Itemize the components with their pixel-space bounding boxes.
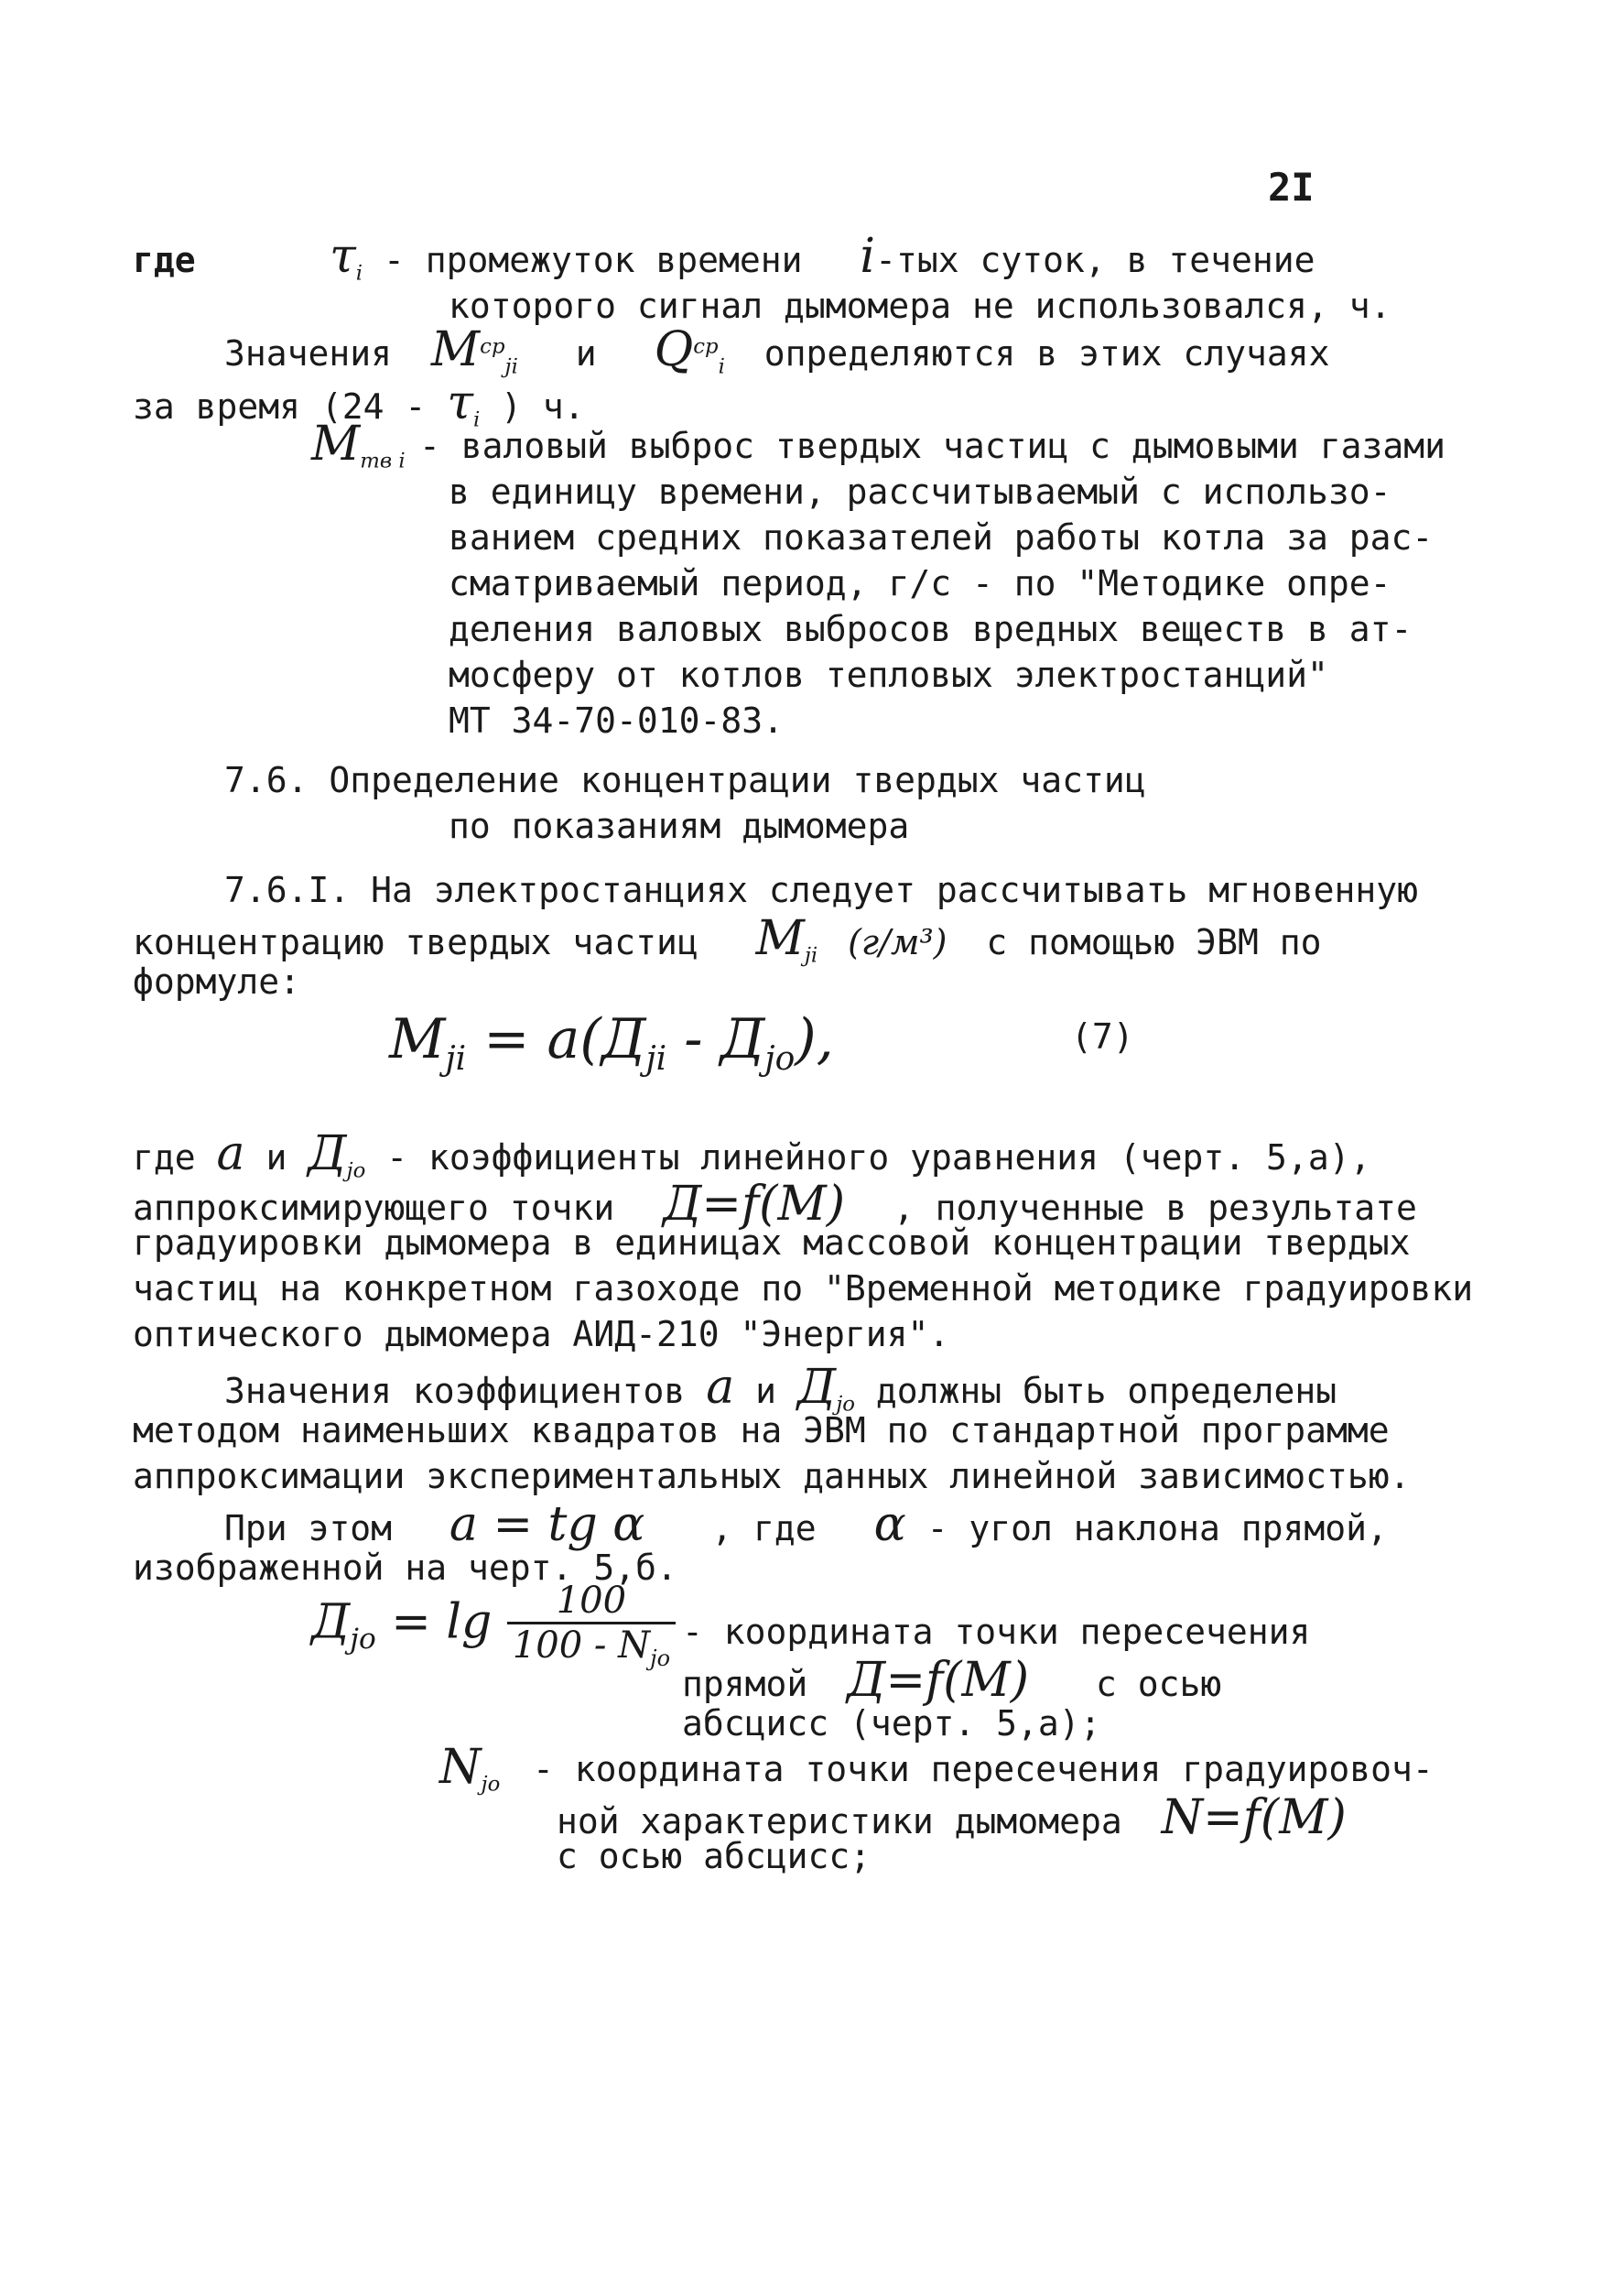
tg-line2: изображенной на черт. 5,б.	[133, 1548, 677, 1588]
tau-symbol: τ	[330, 229, 356, 284]
djo-den-sub: jo	[650, 1646, 671, 1671]
djo-formula	[311, 1580, 676, 1671]
where-coef-line2-b: , полученные в результате	[893, 1188, 1417, 1228]
djo-lhs-sub: jo	[350, 1622, 376, 1656]
where-coef-line5: оптического дымомера АИД-210 "Энергия".	[133, 1314, 950, 1354]
q-sup: ср	[693, 334, 719, 359]
and-word: и	[575, 333, 597, 374]
mtv-line-6: мосферу от котлов тепловых электростанций"	[449, 655, 1328, 695]
values-rest: определяются в этих случаях	[763, 333, 1330, 374]
mu-symbol: M	[430, 322, 481, 377]
tg-line1-b: , где	[711, 1508, 817, 1548]
djo-desc-line2-a: прямой	[682, 1664, 808, 1704]
djo-d-f-mu: Д=f(M)	[847, 1653, 1030, 1708]
tg-line1-a: При этом	[224, 1508, 393, 1548]
djo-desc-line3: абсцисс (черт. 5,а);	[682, 1703, 1101, 1743]
njo-symbol-group	[439, 1740, 500, 1797]
coef-line2: методом наименьших квадратов на ЭВМ по стандартной программе	[133, 1410, 1390, 1450]
formula7-lhs: M	[389, 1007, 446, 1071]
djo-den-text: 100 - N	[512, 1624, 651, 1667]
values-word: Значения	[224, 333, 393, 374]
q-symbol: Q	[654, 322, 694, 377]
mu-sub: ji	[504, 354, 518, 379]
coef-line1-a: Значения коэффициентов	[224, 1371, 686, 1411]
formula7-mid: - Д	[684, 1007, 765, 1071]
where-coef-where: где	[133, 1137, 196, 1178]
page-number: 2I	[1268, 165, 1315, 210]
njo-symbol: N	[439, 1740, 482, 1795]
njo-line3: с осью абсцисс;	[557, 1836, 872, 1876]
djo-desc-line1: - координата точки пересечения	[682, 1612, 1311, 1652]
djo-eq: = lg	[391, 1594, 493, 1650]
formula7-number: (7)	[1071, 1016, 1134, 1057]
mtv-line-1: - валовый выброс твердых частиц с дымовыми газами	[419, 426, 1446, 466]
section-title-line2: по показаниям дымомера	[449, 806, 910, 846]
formula-7	[389, 1007, 834, 1078]
djo-desc-line2-b: с осью	[1095, 1664, 1222, 1704]
coef-d-sub: jo	[836, 1392, 855, 1417]
mu-sup: ср	[480, 334, 505, 359]
where-coef-and: и	[265, 1137, 287, 1178]
tau-def-text: - промежуток времени	[383, 240, 803, 280]
djo-lhs: Д	[311, 1594, 351, 1650]
njo-sub: jo	[481, 1772, 501, 1797]
mtv-symbol: M	[311, 417, 361, 472]
para761-line2-b: с помощью ЭВМ по	[986, 922, 1322, 962]
where-coef-line3: градуировки дымомера в единицах массовой концентрации твердых	[133, 1222, 1411, 1263]
where-coef-line1	[133, 1126, 1370, 1183]
tau-definition-line2: которого сигнал дымомера не использовался, ч.	[449, 286, 1391, 326]
values-line	[224, 322, 1330, 379]
d-f-mu-formula: Д=f(M)	[663, 1177, 846, 1232]
para761-line2	[133, 911, 1321, 968]
where-coef-line2-a: аппроксимирующего точки	[133, 1188, 615, 1228]
mtv-symbol-group	[311, 417, 406, 473]
djo-fraction	[507, 1580, 676, 1671]
a-tg-alpha-formula: a = tg α	[449, 1497, 645, 1552]
formula7-sub1: ji	[645, 1040, 667, 1078]
a-symbol: a	[216, 1126, 245, 1181]
time-line-b: ) ч.	[501, 386, 585, 427]
njo-line2-a: ной характеристики дымомера	[557, 1801, 1122, 1841]
coef-line1-b: должны быть определены	[875, 1371, 1337, 1411]
formula7-end: ),	[795, 1007, 834, 1071]
mtv-line-4: сматриваемый период, г/с - по "Методике опре-	[449, 563, 1391, 603]
where-coef-text: - коэффициенты линейного уравнения (черт. 5,а),	[386, 1137, 1371, 1178]
mtv-line-7: МТ 34-70-010-83.	[449, 701, 785, 741]
djo-denominator	[507, 1624, 676, 1671]
para761-line3: формуле:	[133, 961, 301, 1002]
tg-line1	[224, 1497, 1388, 1552]
djo-desc-line2	[682, 1653, 1221, 1708]
tau-subscript: i	[355, 261, 363, 286]
alpha-symbol: α	[873, 1497, 906, 1552]
djo-numerator: 100	[507, 1580, 676, 1624]
d-sub: jo	[346, 1158, 366, 1183]
coef-and: и	[755, 1371, 777, 1411]
tau-definition-line1	[330, 229, 1315, 286]
time-line-a: за время (24 -	[133, 386, 427, 427]
i-symbol: i	[860, 229, 876, 284]
mu-ji-symbol: M	[755, 911, 805, 966]
para761-line1: 7.6.I. На электростанциях следует рассчитывать мгновенную	[224, 870, 1419, 910]
q-sub: i	[718, 354, 725, 379]
where-coef-line4: частиц на конкретном газоходе по "Временной методике градуировки	[133, 1268, 1474, 1309]
tg-line1-c: - угол наклона прямой,	[926, 1508, 1388, 1548]
formula7-rhs: = a(Д	[483, 1007, 646, 1071]
where-label: где	[133, 240, 196, 280]
mtv-line-3: ванием средних показателей работы котла за рас-	[449, 517, 1434, 558]
section-title-line1: 7.6. Определение концентрации твердых частиц	[224, 760, 1146, 800]
para761-line2-a: концентрацию твердых частиц	[133, 922, 698, 962]
unit-gm3: (г/м³)	[848, 922, 947, 962]
mtv-line-2: в единицу времени, рассчитываемый с использо-	[449, 472, 1391, 512]
formula7-lhs-sub: ji	[445, 1040, 467, 1078]
tau-subscript-2: i	[472, 407, 481, 432]
coef-a-symbol: a	[706, 1360, 735, 1415]
mtv-line-5: деления валовых выбросов вредных веществ в ат-	[449, 609, 1413, 649]
mu-ji-sub: ji	[804, 943, 818, 968]
tau-def-text-b: -тых суток, в течение	[875, 240, 1315, 280]
coef-line1	[224, 1360, 1337, 1417]
d-symbol: Д	[308, 1126, 347, 1181]
coef-d-symbol: Д	[796, 1360, 837, 1415]
formula7-sub2: jo	[764, 1040, 796, 1078]
coef-line3: аппроксимации экспериментальных данных линейной зависимостью.	[133, 1456, 1411, 1496]
njo-line1: - координата точки пересечения градуировоч-	[533, 1749, 1434, 1789]
mtv-subscript: тв i	[360, 449, 406, 473]
n-f-mu-formula: N=f(M)	[1161, 1790, 1347, 1845]
tau-symbol-2: τ	[447, 375, 473, 430]
